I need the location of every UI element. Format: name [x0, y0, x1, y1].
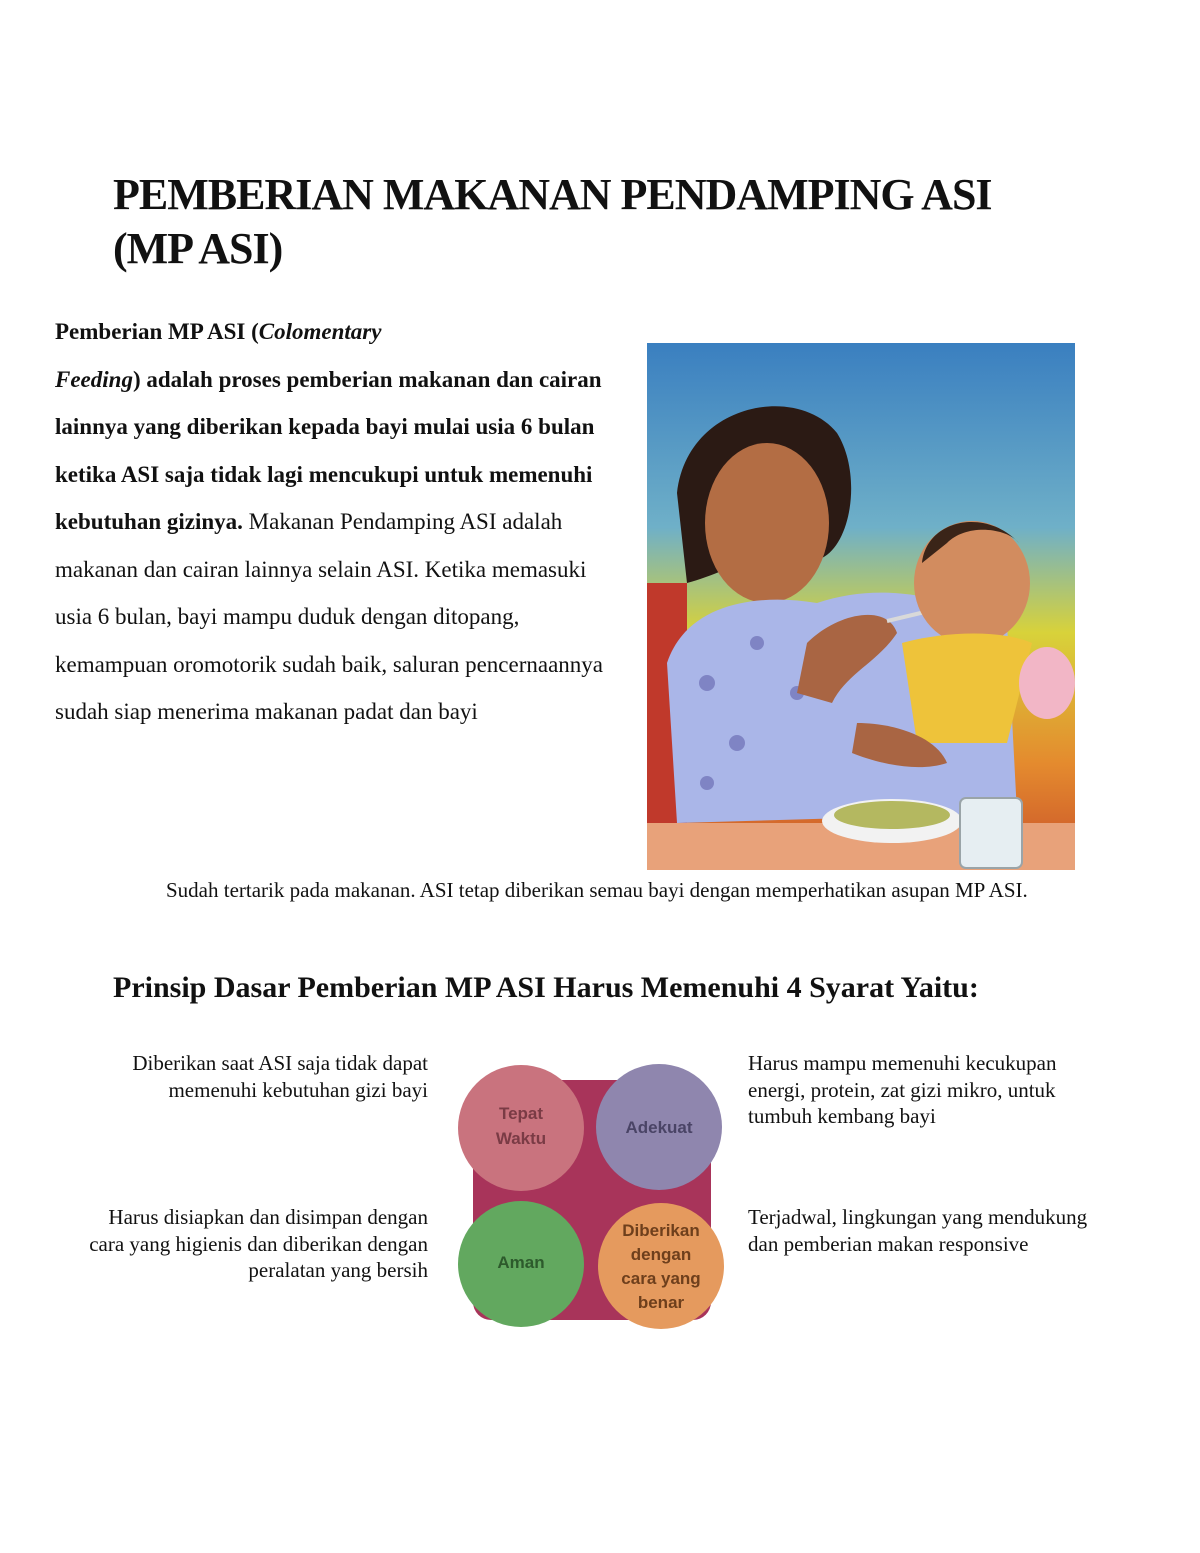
- four-principles-diagram: [455, 1058, 730, 1330]
- desc-aman: Harus disiapkan dan disimpan dengan cara yang higienis dan diberikan dengan peralatan yang bersih: [89, 1205, 428, 1282]
- title-line-2: (MP ASI): [113, 224, 283, 273]
- benar-label-line-3: cara yang: [621, 1269, 701, 1288]
- title-line-1: PEMBERIAN MAKANAN PENDAMPING ASI: [113, 170, 992, 219]
- desc-responsif: Terjadwal, lingkungan yang mendukung dan pemberian makan responsive: [748, 1205, 1088, 1256]
- benar-label-line-2: dengan: [630, 1245, 692, 1264]
- intro-paragraph: [55, 308, 615, 736]
- benar-label-line-1: Diberikan: [622, 1221, 700, 1240]
- mother-feeding-baby-illustration: [647, 343, 1075, 870]
- continuation-paragraph: Sudah tertarik pada makanan. ASI tetap diberikan semau bayi dengan memperhatikan asupan MP ASI.: [166, 878, 1028, 902]
- intro-italic-term-1: Colomentary: [258, 319, 382, 344]
- section-heading: Prinsip Dasar Pemberian MP ASI Harus Memenuhi 4 Syarat Yaitu:: [113, 971, 979, 1004]
- intro-italic-term-2: Feeding: [55, 366, 133, 392]
- tepat-label-line-1: Tepat: [498, 1104, 544, 1123]
- intro-normal-text: Makanan Pendamping ASI adalah makanan dan cairan lainnya selain ASI. Ketika memasuki usia 6 bulan, bayi mampu duduk dengan ditopang, kemampuan oromotorik sudah baik, saluran pencernaannya sudah siap menerima makanan padat dan bayi: [55, 509, 603, 724]
- intro-bold-start: Pemberian MP ASI (: [55, 319, 259, 344]
- desc-tepat-waktu: Diberikan saat ASI saja tidak dapat memenuhi kebutuhan gizi bayi: [132, 1051, 428, 1102]
- page-title: [113, 168, 1113, 276]
- intro-bold-definition: ) adalah proses pemberian makanan dan cairan lainnya yang diberikan kepada bayi mulai usia 6 bulan ketika ASI saja tidak lagi mencukupi untuk memenuhi kebutuhan gizinya.: [55, 366, 602, 534]
- benar-label-line-4: benar: [637, 1293, 685, 1312]
- tepat-label-line-2: Waktu: [495, 1129, 547, 1148]
- aman-label: Aman: [497, 1253, 545, 1272]
- adekuat-label: Adekuat: [625, 1118, 693, 1137]
- tepat-waktu-circle: [458, 1065, 584, 1191]
- desc-adekuat: Harus mampu memenuhi kecukupan energi, protein, zat gizi mikro, untuk tumbuh kembang bayi: [748, 1051, 1057, 1128]
